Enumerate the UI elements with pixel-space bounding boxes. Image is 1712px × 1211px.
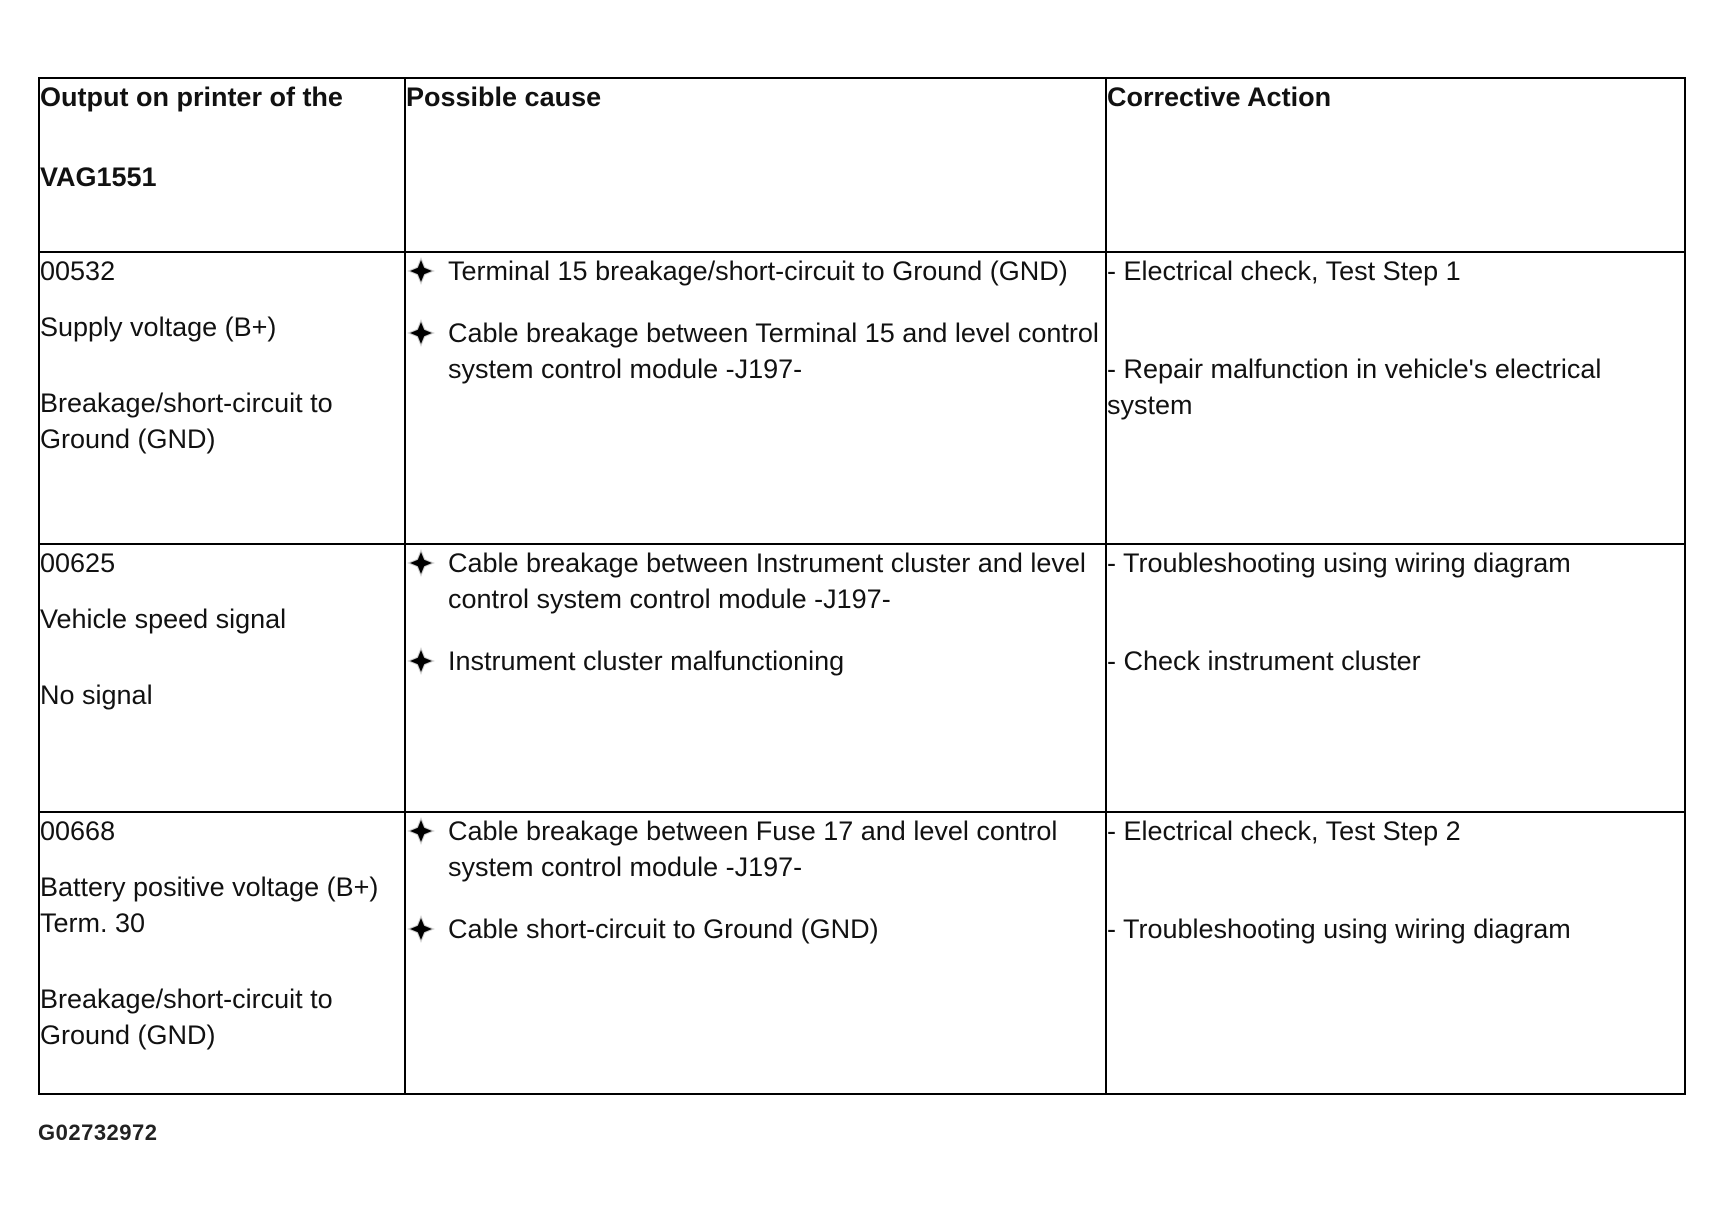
fault-output-cell (39, 252, 405, 544)
header-output (39, 78, 405, 252)
diamond-bullet-icon (406, 813, 448, 849)
action-item: - Troubleshooting using wiring diagram (1107, 914, 1571, 944)
corrective-action-cell (1106, 544, 1685, 812)
cause-item (406, 545, 1105, 617)
cause-text: Cable short-circuit to Ground (GND) (448, 914, 879, 944)
figure-id: G02732972 (38, 1120, 158, 1145)
action-item: - Check instrument cluster (1107, 646, 1421, 676)
fault-component: Supply voltage (B+) (40, 312, 277, 342)
fault-component: Vehicle speed signal (40, 604, 287, 634)
cause-text: Instrument cluster malfunctioning (448, 646, 845, 676)
action-item: - Troubleshooting using wiring diagram (1107, 548, 1571, 578)
cause-text: Cable breakage between Terminal 15 and level control system control module -J197- (448, 318, 1099, 384)
table-row (39, 812, 1685, 1094)
table-header-row (39, 78, 1685, 252)
cause-item (406, 643, 1105, 679)
cause-text: Terminal 15 breakage/short-circuit to Ground (GND) (448, 256, 1068, 286)
action-item: - Electrical check, Test Step 1 (1107, 256, 1461, 286)
header-tester-label: VAG1551 (40, 162, 157, 192)
diamond-bullet-icon (406, 643, 448, 679)
fault-condition: No signal (40, 680, 153, 710)
header-cause-label: Possible cause (406, 82, 602, 112)
header-cause (405, 78, 1106, 252)
corrective-action-cell (1106, 252, 1685, 544)
cause-item (406, 253, 1105, 289)
action-item: - Repair malfunction in vehicle's electrical system (1107, 354, 1602, 420)
possible-cause-cell (405, 544, 1106, 812)
cause-item (406, 315, 1105, 387)
table-row (39, 252, 1685, 544)
fault-output-cell (39, 812, 405, 1094)
diamond-bullet-icon (406, 911, 448, 947)
fault-code-table (38, 77, 1686, 1095)
action-item: - Electrical check, Test Step 2 (1107, 816, 1461, 846)
fault-code: 00532 (40, 256, 116, 286)
header-action-label: Corrective Action (1107, 82, 1332, 112)
fault-component: Battery positive voltage (B+) Term. 30 (40, 872, 379, 938)
cause-item (406, 911, 1105, 947)
cause-text: Cable breakage between Fuse 17 and level control system control module -J197- (448, 816, 1058, 882)
cause-text: Cable breakage between Instrument cluster and level control system control module -J197- (448, 548, 1086, 614)
diamond-bullet-icon (406, 545, 448, 581)
possible-cause-cell (405, 812, 1106, 1094)
fault-code: 00668 (40, 816, 116, 846)
fault-condition: Breakage/short-circuit to Ground (GND) (40, 388, 333, 454)
fault-output-cell (39, 544, 405, 812)
possible-cause-cell (405, 252, 1106, 544)
header-action (1106, 78, 1685, 252)
diamond-bullet-icon (406, 253, 448, 289)
cause-item (406, 813, 1105, 885)
table-row (39, 544, 1685, 812)
header-output-label: Output on printer of the (40, 82, 343, 112)
fault-condition: Breakage/short-circuit to Ground (GND) (40, 984, 333, 1050)
diamond-bullet-icon (406, 315, 448, 351)
corrective-action-cell (1106, 812, 1685, 1094)
fault-code: 00625 (40, 548, 116, 578)
